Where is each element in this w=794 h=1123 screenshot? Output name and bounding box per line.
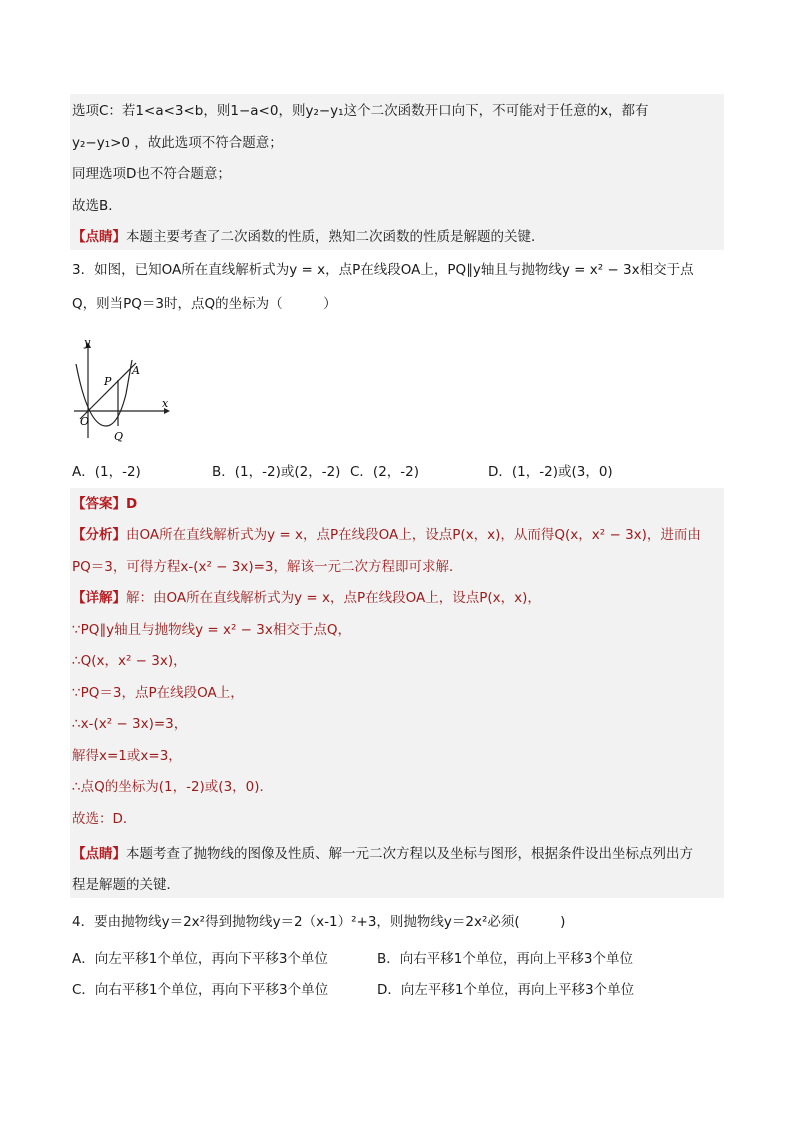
q3-answer — [72, 494, 137, 514]
q3-analysis-text1: 由OA所在直线解析式为y = x，点P在线段OA上，设点P(x，x)，从而得Q(x，x² − 3x)，进而由 — [126, 527, 701, 543]
q3-tip-line1 — [72, 844, 693, 864]
q4-stem: 4．要由抛物线y＝2x²得到抛物线y＝2（x-1）²+3，则抛物线y＝2x²必须( ) — [72, 914, 566, 930]
q2-option-c-line1: 选项C：若1<a<3<b，则1−a<0，则y₂−y₁这个二次函数开口向下，不可能对于任意的x，都有 — [72, 103, 649, 119]
q3-detail-line2: ∵PQ∥y轴且与抛物线y = x² − 3x相交于点Q， — [72, 622, 351, 638]
q4-option-b: B．向右平移1个单位，再向上平移3个单位 — [377, 951, 633, 967]
q3-option-a: A．(1，-2) — [72, 464, 141, 480]
q2-option-c-line2: y₂−y₁>0 ，故此选项不符合题意； — [72, 135, 283, 151]
q3-tip-line2: 程是解题的关键． — [72, 877, 180, 893]
q3-answer-value: D — [126, 496, 138, 512]
q2-choose: 故选B． — [72, 198, 122, 214]
figure-label-p: P — [104, 375, 112, 388]
figure-label-o: O — [80, 415, 90, 428]
q3-detail-line4: ∵PQ＝3，点P在线段OA上， — [72, 685, 244, 701]
figure-label-x: x — [162, 397, 169, 410]
q4-option-c: C．向右平移1个单位，再向下平移3个单位 — [72, 982, 329, 998]
q2-tip-tag: 【点睛】 — [72, 229, 126, 245]
q2-tip — [72, 227, 545, 247]
q3-detail-line5: ∴x-(x² − 3x)=3， — [72, 716, 188, 732]
q3-tip-tag: 【点睛】 — [72, 846, 126, 862]
q3-option-d: D．(1，-2)或(3，0) — [488, 464, 613, 480]
q3-detail-line3: ∴Q(x，x² − 3x)， — [72, 653, 187, 669]
q3-detail-text1: 解：由OA所在直线解析式为y = x，点P在线段OA上，设点P(x，x)， — [126, 590, 541, 606]
q3-answer-tag: 【答案】 — [72, 496, 126, 512]
q3-stem-line1: 3．如图，已知OA所在直线解析式为y = x，点P在线段OA上，PQ∥y轴且与抛物线y = x² − 3x相交于点 — [72, 262, 694, 278]
q3-tip-text1: 本题考查了抛物线的图像及性质、解一元二次方程以及坐标与图形，根据条件设出坐标点列出方 — [126, 846, 693, 862]
q2-tip-text: 本题主要考查了二次函数的性质，熟知二次函数的性质是解题的关键． — [126, 229, 545, 245]
q3-detail-line1 — [72, 588, 541, 608]
q3-analysis-tag: 【分析】 — [72, 527, 126, 543]
q3-option-c: C．(2，-2) — [350, 464, 420, 480]
q4-option-a: A．向左平移1个单位，再向下平移3个单位 — [72, 951, 328, 967]
figure-label-y: y — [84, 336, 91, 349]
q3-detail-line8: 故选：D． — [72, 811, 137, 827]
q3-detail-tag: 【详解】 — [72, 590, 126, 606]
figure-label-q: Q — [114, 430, 124, 443]
figure-label-a: A — [132, 364, 140, 377]
q3-option-b: B．(1，-2)或(2，-2) — [212, 464, 341, 480]
q4-option-d: D．向左平移1个单位，再向上平移3个单位 — [377, 982, 635, 998]
q3-detail-line7: ∴点Q的坐标为(1，-2)或(3，0)． — [72, 779, 274, 795]
q3-figure — [66, 334, 176, 446]
q3-stem-line2: Q，则当PQ＝3时，点Q的坐标为（ ） — [72, 296, 337, 312]
q3-analysis-line1 — [72, 525, 701, 545]
q2-option-d-note: 同理选项D也不符合题意； — [72, 166, 231, 182]
q3-detail-line6: 解得x=1或x=3， — [72, 748, 182, 764]
q3-analysis-line2: PQ＝3，可得方程x-(x² − 3x)=3，解该一元二次方程即可求解． — [72, 559, 463, 575]
